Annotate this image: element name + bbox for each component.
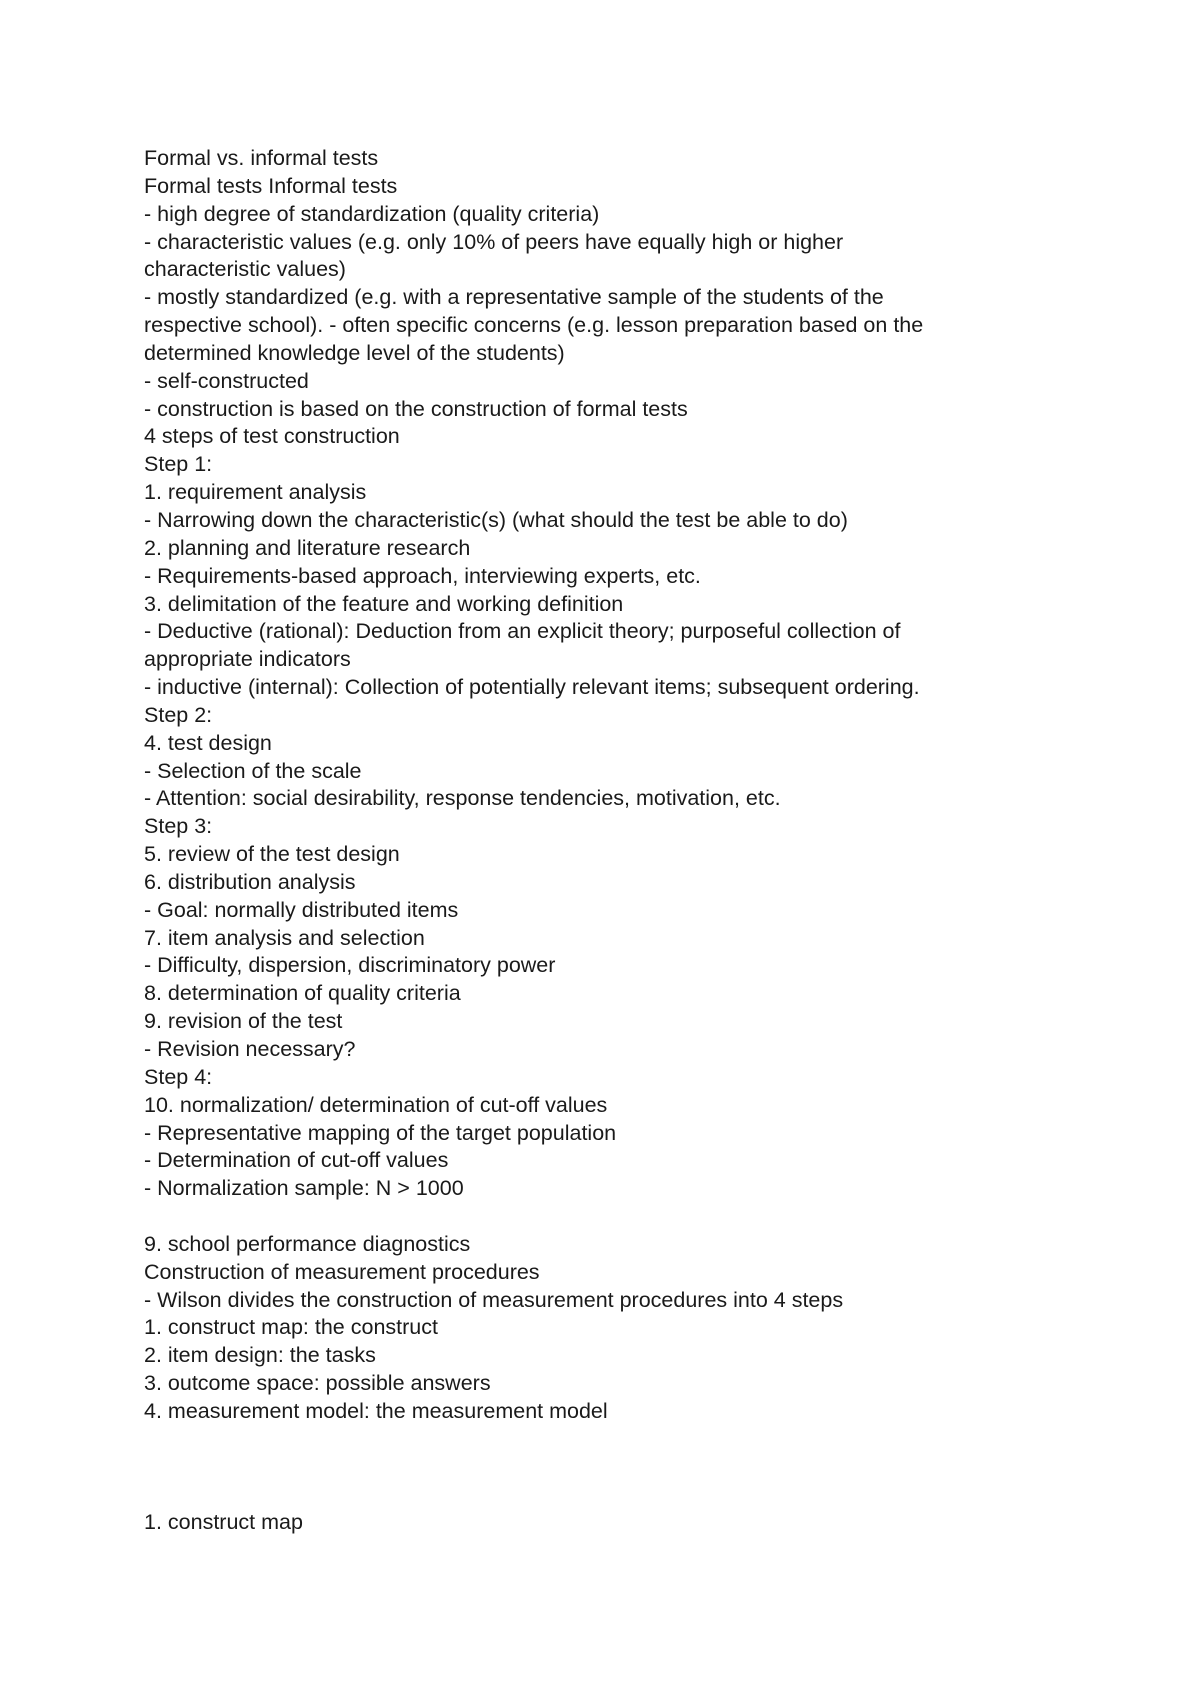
text-line: characteristic values): [144, 257, 346, 282]
step-heading: Step 4:: [144, 1064, 213, 1089]
text-line: - Selection of the scale: [144, 758, 362, 783]
section-title: Formal vs. informal tests: [144, 146, 379, 170]
text-line: appropriate indicators: [144, 647, 351, 672]
text-line: - Representative mapping of the target population: [144, 1120, 617, 1145]
text-line: - inductive (internal): Collection of potentially relevant items; subsequent ordering.: [144, 675, 920, 700]
list-item: 4. test design: [144, 730, 272, 755]
step-heading: Step 2:: [144, 702, 213, 727]
text-line: - Normalization sample: N > 1000: [144, 1176, 464, 1201]
text-line: - Wilson divides the construction of measurement procedures into 4 steps: [144, 1287, 844, 1312]
list-item: 3. delimitation of the feature and working definition: [144, 591, 624, 616]
step-heading: Step 3:: [144, 814, 213, 839]
list-item: 4. measurement model: the measurement model: [144, 1398, 608, 1423]
text-line: - Attention: social desirability, response tendencies, motivation, etc.: [144, 786, 781, 811]
text-line: - Revision necessary?: [144, 1037, 356, 1061]
list-item: 1. construct map: the construct: [144, 1315, 438, 1340]
text-line: - Narrowing down the characteristic(s) (what should the test be able to do): [144, 507, 848, 532]
list-item: 6. distribution analysis: [144, 869, 356, 894]
table-header: Formal tests Informal tests: [144, 173, 398, 198]
list-item: 3. outcome space: possible answers: [144, 1371, 491, 1396]
list-item: 2. planning and literature research: [144, 535, 471, 560]
text-line: - Requirements-based approach, interviewing experts, etc.: [144, 563, 701, 588]
section-title: 1. construct map: [144, 1510, 303, 1535]
text-line: - characteristic values (e.g. only 10% of peers have equally high or higher: [144, 229, 844, 254]
text-line: - Determination of cut-off values: [144, 1148, 449, 1173]
text-line: - Difficulty, dispersion, discriminatory power: [144, 953, 556, 978]
text-line: - Goal: normally distributed items: [144, 897, 459, 922]
text-line: - construction is based on the construction of formal tests: [144, 396, 688, 421]
text-line: - mostly standardized (e.g. with a representative sample of the students of the: [144, 285, 884, 310]
text-line: respective school). - often specific concerns (e.g. lesson preparation based on the: [144, 313, 924, 338]
section-title: 4 steps of test construction: [144, 424, 400, 449]
step-heading: Step 1:: [144, 452, 213, 477]
list-item: 10. normalization/ determination of cut-off values: [144, 1092, 608, 1117]
list-item: 2. item design: the tasks: [144, 1343, 376, 1368]
list-item: 9. revision of the test: [144, 1009, 343, 1034]
list-item: 8. determination of quality criteria: [144, 981, 461, 1006]
text-line: - high degree of standardization (quality criteria): [144, 201, 600, 226]
text-line: - Deductive (rational): Deduction from an explicit theory; purposeful collection of: [144, 619, 901, 644]
text-line: determined knowledge level of the students): [144, 340, 565, 365]
list-item: 5. review of the test design: [144, 842, 400, 867]
section-title: 9. school performance diagnostics: [144, 1231, 471, 1256]
section-subtitle: Construction of measurement procedures: [144, 1259, 540, 1284]
list-item: 7. item analysis and selection: [144, 925, 425, 950]
text-line: - self-constructed: [144, 368, 309, 393]
document-body: [144, 145, 1074, 1537]
list-item: 1. requirement analysis: [144, 480, 367, 505]
